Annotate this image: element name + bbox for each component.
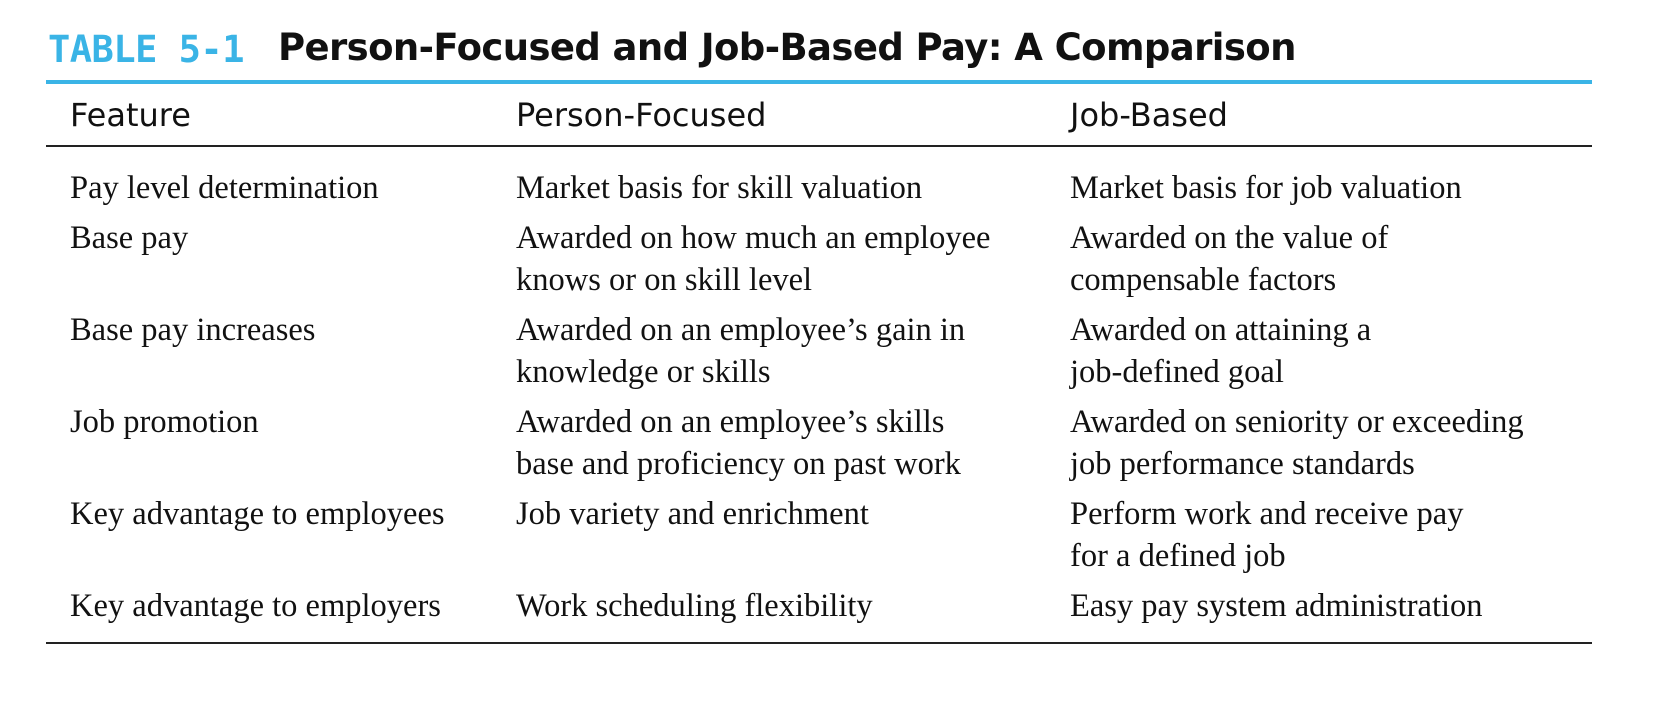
header-row — [46, 84, 1592, 146]
cell-line: Awarded on an employee’s gain in — [516, 312, 966, 348]
table-caption — [46, 22, 1592, 84]
table-row — [46, 401, 1592, 493]
column-header-person-focused: Person-Focused — [492, 84, 1046, 146]
feature-cell — [46, 401, 492, 493]
table-row — [46, 493, 1592, 585]
person-focused-cell — [492, 217, 1046, 309]
cell-line: Base pay increases — [70, 312, 316, 348]
cell-line: Awarded on seniority or exceeding — [1070, 404, 1524, 440]
table-row — [46, 309, 1592, 401]
person-focused-cell — [492, 401, 1046, 493]
cell-line: knowledge or skills — [516, 354, 771, 390]
job-based-cell — [1046, 493, 1592, 585]
cell-line: compensable factors — [1070, 262, 1337, 298]
cell-line: base and proficiency on past work — [516, 446, 961, 482]
feature-cell — [46, 309, 492, 401]
job-based-cell — [1046, 309, 1592, 401]
cell-line: Work scheduling flexibility — [516, 588, 873, 624]
table-row — [46, 217, 1592, 309]
cell-line: Perform work and receive pay — [1070, 496, 1464, 532]
table-row — [46, 146, 1592, 217]
cell-line: job performance standards — [1070, 446, 1415, 482]
table-number-label: TABLE 5-1 — [48, 28, 244, 71]
column-header-feature: Feature — [46, 84, 492, 146]
cell-line: Easy pay system administration — [1070, 588, 1483, 624]
feature-cell — [46, 217, 492, 309]
column-header-job-based: Job-Based — [1046, 84, 1592, 146]
cell-line: Key advantage to employees — [70, 496, 445, 532]
job-based-cell — [1046, 217, 1592, 309]
person-focused-cell — [492, 309, 1046, 401]
person-focused-cell — [492, 146, 1046, 217]
cell-line: knows or on skill level — [516, 262, 813, 298]
cell-line: Base pay — [70, 220, 189, 256]
feature-cell — [46, 585, 492, 643]
job-based-cell — [1046, 146, 1592, 217]
cell-line: Awarded on how much an employee — [516, 220, 991, 256]
cell-line: Job promotion — [70, 404, 259, 440]
table-row — [46, 585, 1592, 643]
cell-line: Awarded on attaining a — [1070, 312, 1372, 348]
feature-cell — [46, 493, 492, 585]
comparison-table — [46, 84, 1592, 644]
job-based-cell — [1046, 585, 1592, 643]
cell-line: Pay level determination — [70, 170, 379, 206]
cell-line: Awarded on an employee’s skills — [516, 404, 945, 440]
cell-line: Market basis for skill valuation — [516, 170, 923, 206]
cell-line: job-defined goal — [1070, 354, 1284, 390]
cell-line: Market basis for job valuation — [1070, 170, 1462, 206]
feature-cell — [46, 146, 492, 217]
table-title: Person-Focused and Job-Based Pay: A Comparison — [278, 26, 1296, 69]
comparison-table-block — [46, 22, 1592, 644]
person-focused-cell — [492, 493, 1046, 585]
cell-line: for a defined job — [1070, 538, 1286, 574]
cell-line: Key advantage to employers — [70, 588, 441, 624]
job-based-cell — [1046, 401, 1592, 493]
person-focused-cell — [492, 585, 1046, 643]
cell-line: Job variety and enrichment — [516, 496, 869, 532]
cell-line: Awarded on the value of — [1070, 220, 1389, 256]
